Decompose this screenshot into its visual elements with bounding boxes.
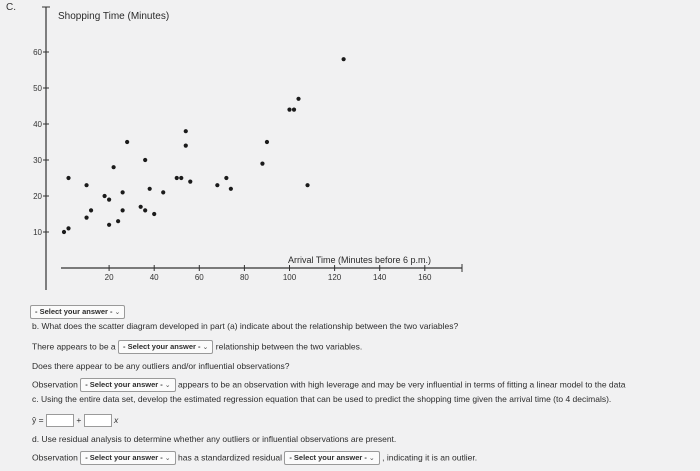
y-tick-label: 40 bbox=[33, 120, 42, 129]
data-point bbox=[342, 57, 346, 61]
data-point bbox=[143, 158, 147, 162]
residual-suffix: , indicating it is an outlier. bbox=[382, 452, 478, 463]
data-point bbox=[89, 208, 93, 212]
x-tick-label: 20 bbox=[104, 273, 114, 282]
data-point bbox=[224, 176, 228, 180]
slope-input[interactable] bbox=[84, 414, 112, 427]
outlier-observation-select[interactable] bbox=[80, 451, 175, 465]
data-point bbox=[116, 219, 120, 223]
data-point bbox=[260, 162, 264, 166]
relationship-select-label: - Select your answer - bbox=[123, 342, 201, 351]
y-tick-label: 50 bbox=[33, 84, 42, 93]
data-point bbox=[121, 190, 125, 194]
outliers-question: Does there appear to be any outliers and/or influential observations? bbox=[32, 361, 290, 371]
relationship-suffix: relationship between the two variables. bbox=[215, 341, 363, 352]
relationship-row bbox=[32, 340, 362, 354]
residual-row bbox=[32, 451, 477, 465]
observation-select[interactable] bbox=[80, 378, 175, 392]
data-point bbox=[161, 190, 165, 194]
x-axis-label: Arrival Time (Minutes before 6 p.m.) bbox=[288, 255, 432, 265]
data-point bbox=[296, 97, 300, 101]
part-b-select-label: - Select your answer - bbox=[35, 307, 113, 316]
residual-mid: has a standardized residual bbox=[178, 452, 282, 463]
data-point bbox=[84, 216, 88, 220]
part-b-select[interactable] bbox=[30, 305, 125, 319]
data-point bbox=[107, 223, 111, 227]
data-point bbox=[152, 212, 156, 216]
data-point bbox=[102, 194, 106, 198]
data-point bbox=[229, 187, 233, 191]
residual-direction-select[interactable] bbox=[284, 451, 379, 465]
chart-ticks bbox=[33, 48, 432, 282]
data-point bbox=[148, 187, 152, 191]
x-tick-label: 40 bbox=[149, 273, 159, 282]
data-point bbox=[84, 183, 88, 187]
outlier-observation-select-label: - Select your answer - bbox=[85, 453, 163, 462]
observation-row bbox=[32, 378, 625, 392]
data-point bbox=[66, 226, 70, 230]
question-c: c. Using the entire data set, develop the estimated regression equation that can be used to predict the shopping time given the arrival time (to 4 decimals). bbox=[32, 394, 612, 404]
y-hat-symbol: ŷ = bbox=[32, 414, 44, 425]
data-point bbox=[121, 208, 125, 212]
y-tick-label: 30 bbox=[33, 156, 42, 165]
chevron-down-icon: ⌄ bbox=[202, 344, 209, 351]
residual-prefix: Observation bbox=[32, 452, 78, 463]
chart-axes bbox=[42, 7, 462, 290]
part-b-answer-row bbox=[30, 305, 125, 319]
data-point bbox=[143, 208, 147, 212]
x-tick-label: 160 bbox=[418, 273, 432, 282]
relationship-prefix: There appears to be a bbox=[32, 341, 116, 352]
intercept-input[interactable] bbox=[46, 414, 74, 427]
data-point bbox=[292, 108, 296, 112]
y-tick-label: 20 bbox=[33, 192, 42, 201]
y-tick-label: 60 bbox=[33, 48, 42, 57]
data-point bbox=[215, 183, 219, 187]
part-label: C. bbox=[6, 2, 16, 13]
observation-select-label: - Select your answer - bbox=[85, 380, 163, 389]
data-point bbox=[179, 176, 183, 180]
data-point bbox=[305, 183, 309, 187]
observation-suffix: appears to be an observation with high leverage and may be very influential in terms of fitting a linear model to the data bbox=[178, 379, 626, 390]
x-tick-label: 100 bbox=[282, 273, 297, 282]
data-point bbox=[66, 176, 70, 180]
data-point bbox=[62, 230, 66, 234]
data-point bbox=[287, 108, 291, 112]
chevron-down-icon: ⌄ bbox=[114, 309, 121, 316]
x-tick-label: 120 bbox=[327, 273, 342, 282]
x-tick-label: 80 bbox=[239, 273, 249, 282]
data-point bbox=[188, 180, 192, 184]
chevron-down-icon: ⌄ bbox=[164, 455, 171, 462]
chevron-down-icon: ⌄ bbox=[164, 382, 171, 389]
question-d: d. Use residual analysis to determine whether any outliers or influential observations are present. bbox=[32, 434, 397, 444]
relationship-select[interactable] bbox=[118, 340, 213, 354]
observation-prefix: Observation bbox=[32, 379, 78, 390]
data-point bbox=[112, 165, 116, 169]
question-b: b. What does the scatter diagram developed in part (a) indicate about the relationship between the two variables? bbox=[32, 321, 459, 331]
data-point bbox=[184, 129, 188, 133]
plus-sign: + bbox=[76, 414, 82, 425]
chart-points bbox=[62, 57, 346, 234]
y-axis-label: Shopping Time (Minutes) bbox=[58, 11, 170, 22]
data-point bbox=[125, 140, 129, 144]
data-point bbox=[184, 144, 188, 148]
data-point bbox=[107, 198, 111, 202]
x-tick-label: 60 bbox=[194, 273, 204, 282]
residual-direction-select-label: - Select your answer - bbox=[289, 453, 367, 462]
chevron-down-icon: ⌄ bbox=[368, 455, 375, 462]
y-tick-label: 10 bbox=[33, 228, 42, 237]
data-point bbox=[139, 205, 143, 209]
x-variable: x bbox=[114, 414, 119, 425]
x-tick-label: 140 bbox=[373, 273, 387, 282]
data-point bbox=[265, 140, 269, 144]
regression-equation-row bbox=[32, 414, 118, 427]
data-point bbox=[175, 176, 179, 180]
